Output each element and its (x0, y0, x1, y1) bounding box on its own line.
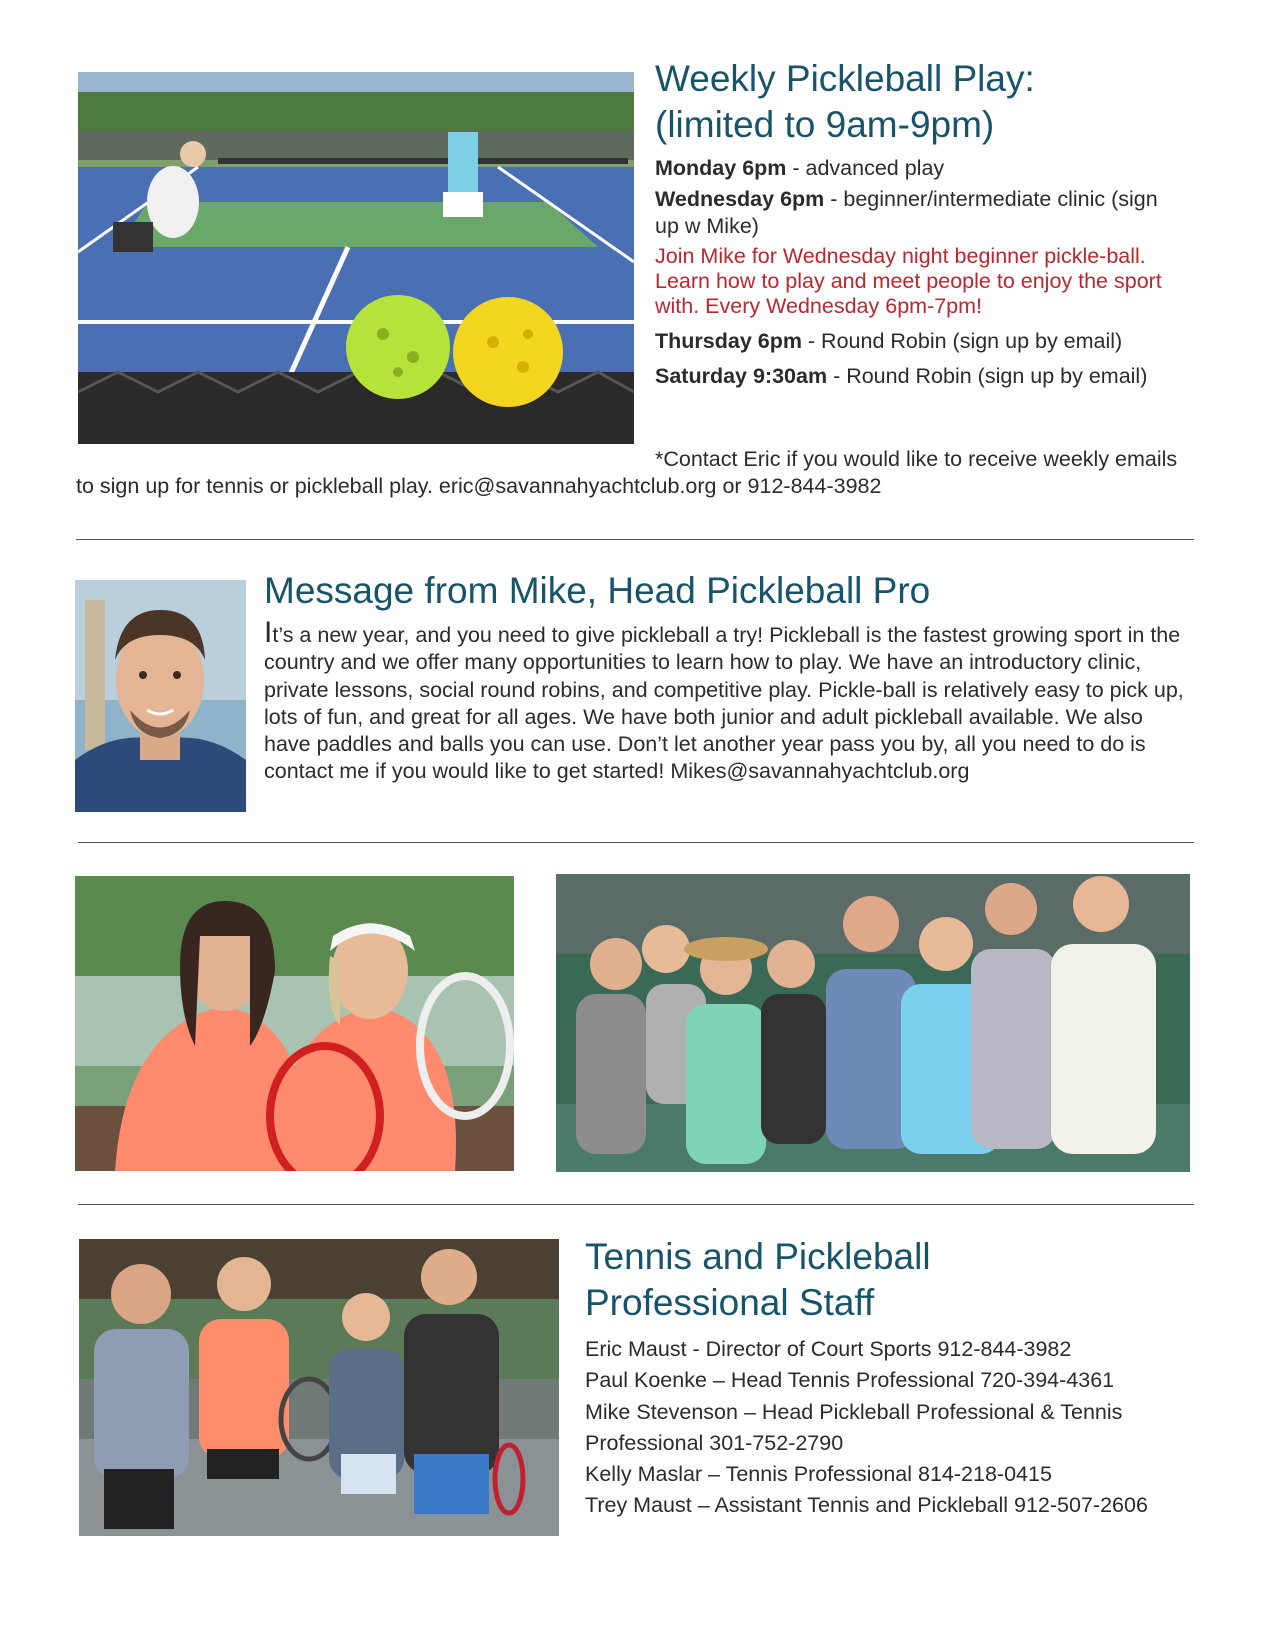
schedule-day: Wednesday 6pm (655, 187, 825, 211)
message-body (264, 616, 1194, 786)
divider (78, 1204, 1194, 1205)
schedule-monday (655, 155, 1195, 182)
two-women-tennis-photo (75, 876, 514, 1171)
drop-cap: I (264, 616, 273, 649)
staff-title (585, 1234, 931, 1326)
schedule-desc: - Round Robin (sign up by email) (827, 364, 1148, 388)
schedule-desc: - beginner/intermediate clinic (sign up w Mike) (655, 187, 1158, 238)
schedule-saturday (655, 363, 1155, 390)
staff-list (585, 1334, 1205, 1522)
schedule-day: Saturday 9:30am (655, 364, 828, 388)
weekly-play-title (655, 56, 1035, 148)
pickleball-court-photo (78, 72, 634, 444)
staff-member: Mike Stevenson – Head Pickleball Professional & Tennis Professional 301-752-2790 (585, 1399, 1123, 1455)
staff-member: Eric Maust - Director of Court Sports 912-844-3982 (585, 1337, 1072, 1361)
schedule-desc: - Round Robin (sign up by email) (801, 329, 1123, 353)
staff-title-line-2: Professional Staff (585, 1282, 875, 1323)
contact-note: *Contact Eric if you would like to receive weekly emails to sign up for tennis or pickleball play. eric@savannahyachtclub.org or 912-844-3982 (76, 447, 1178, 498)
divider (78, 842, 1194, 843)
staff-member: Kelly Maslar – Tennis Professional 814-218-0415 (585, 1462, 1052, 1487)
schedule-day: Thursday 6pm (655, 329, 802, 353)
message-text: t’s a new year, and you need to give pickleball a try! Pickleball is the fastest growing sport in the country and we offer many opportunities to learn how to play. We have an introductory clinic, private lessons, social round robins, and competitive play. Pickle-ball is relatively easy to pick up, lots of fun, and great for all ages. We have both junior and adult pickleball available. We also have paddles and balls you can use. Don’t let another year pass you by, all you need to do is contact me if you would like to get started! Mikes@savannahyachtclub.org (264, 623, 1184, 784)
wednesday-promo-text: Join Mike for Wednesday night beginner pickle-ball. Learn how to play and meet people to enjoy the sport with. Every Wednesday 6pm-7pm! (655, 244, 1162, 318)
schedule-wednesday (655, 186, 1175, 240)
message-title: Message from Mike, Head Pickleball Pro (264, 570, 931, 611)
staff-member: Trey Maust – Assistant Tennis and Pickleball 912-507-2606 (585, 1493, 1148, 1518)
group-photo (556, 874, 1190, 1172)
mike-portrait-photo (75, 580, 246, 812)
schedule-thursday (655, 328, 1195, 355)
staff-group-photo (79, 1239, 559, 1536)
staff-title-line-1: Tennis and Pickleball (585, 1236, 931, 1277)
divider (76, 539, 1194, 540)
weekly-title-line-2: (limited to 9am-9pm) (655, 104, 995, 145)
weekly-title-line-1: Weekly Pickleball Play: (655, 58, 1035, 99)
schedule-desc: - advanced play (786, 156, 945, 180)
schedule-day: Monday 6pm (655, 156, 787, 180)
staff-member: Paul Koenke – Head Tennis Professional 720-394-4361 (585, 1368, 1115, 1393)
